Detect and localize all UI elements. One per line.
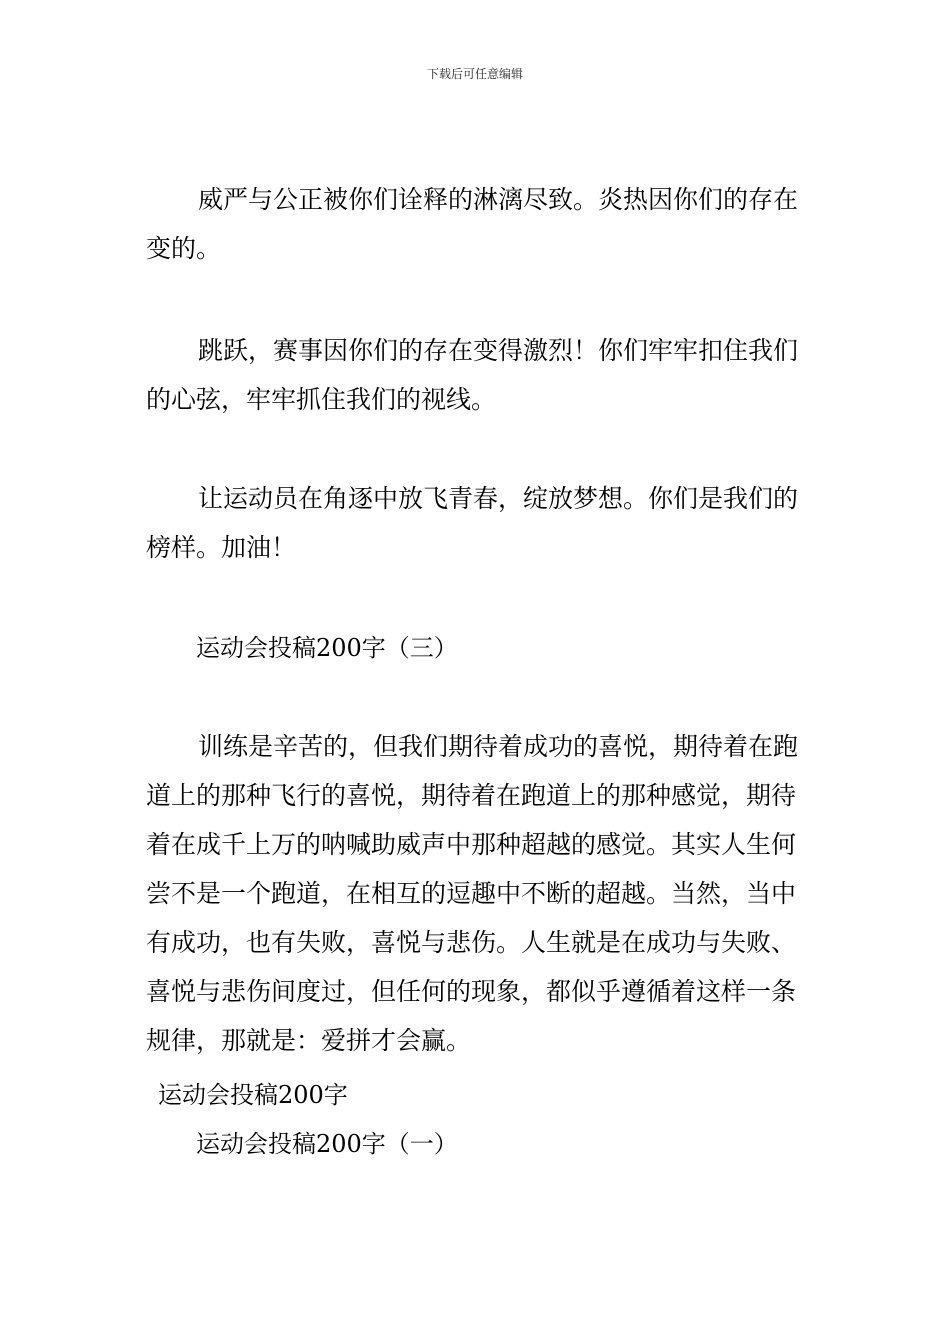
section-heading-three: 运动会投稿200字（三）	[196, 634, 458, 662]
section-heading-main: 运动会投稿200字	[158, 1081, 348, 1109]
paragraph-3: 让运动员在角逐中放飞青春，绽放梦想。你们是我们的榜样。加油！	[146, 484, 799, 562]
section-heading-one: 运动会投稿200字（一）	[196, 1130, 458, 1158]
page-header-note: 下载后可任意编辑	[426, 67, 523, 81]
paragraph-2: 跳跃，赛事因你们的存在变得激烈！你们牢牢扣住我们的心弦，牢牢抓住我们的视线。	[146, 336, 799, 414]
paragraph-4: 训练是辛苦的，但我们期待着成功的喜悦，期待着在跑道上的那种飞行的喜悦，期待着在跑道上的那种感觉，期待着在成千上万的呐喊助威声中那种超越的感觉。其实人生何尝不是一个跑道，在相互的逗趣中不断的超越。当然，当中有成功，也有失败，喜悦与悲伤。人生就是在成功与失败、喜悦与悲伤间度过，但任何的现象，都似乎遵循着这样一条规律，那就是：爱拼才会赢。	[146, 732, 799, 1055]
paragraph-1: 威严与公正被你们诠释的淋漓尽致。炎热因你们的存在变的。	[146, 185, 799, 263]
